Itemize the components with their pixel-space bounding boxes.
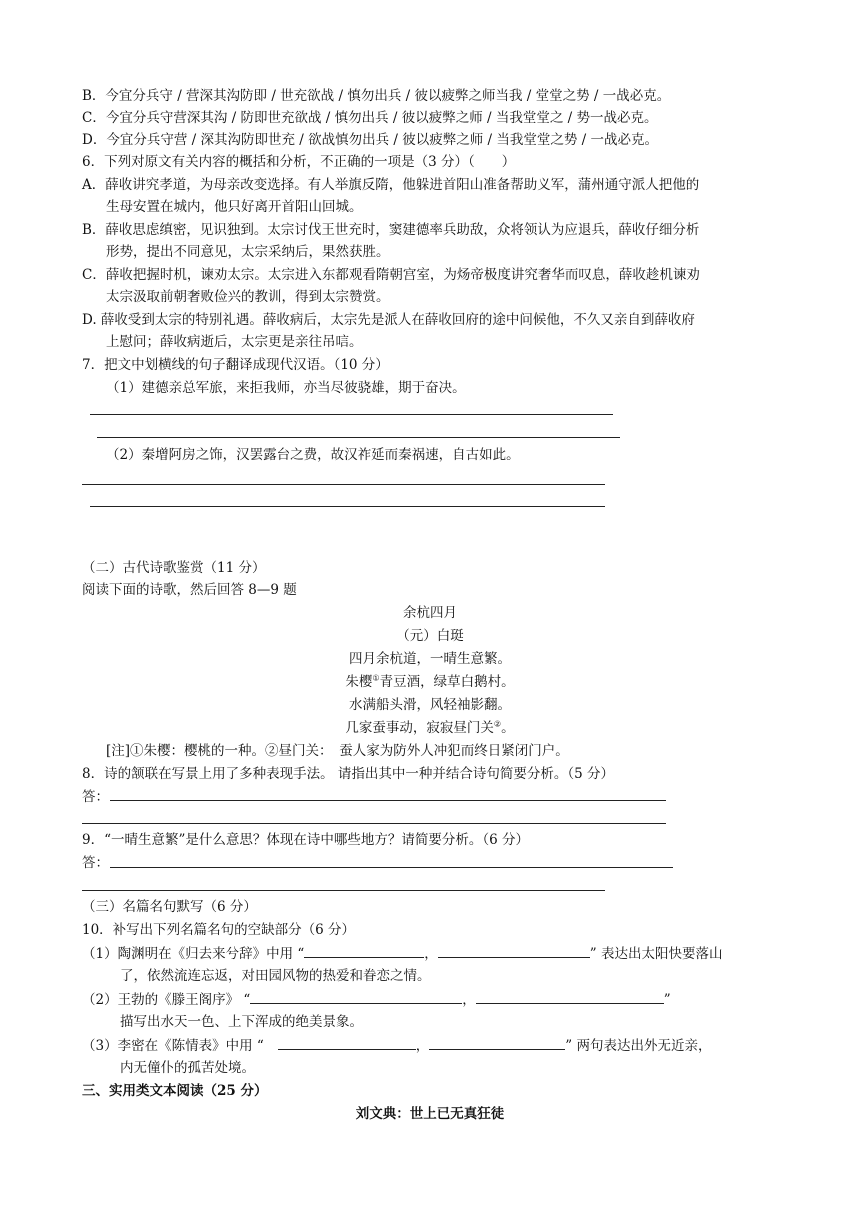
question-7-stem: 7．把文中划横线的句子翻译成现代汉语。（10 分） (82, 357, 389, 373)
q6-option-d-cont: 上慰问；薛收病逝后，太宗更是亲往吊唁。 (106, 334, 363, 350)
fill-blank[interactable] (438, 943, 590, 958)
poem-line-1: 四月余杭道，一晴生意繁。 (349, 651, 511, 667)
section-heading-dictation: （三）名篇名句默写（6 分） (82, 899, 257, 915)
answer-line (110, 800, 666, 801)
option-d: D．今宜分兵守营 / 深其沟防即世充 / 欲战慎勿出兵 / 彼以疲弊之师 / 当我堂堂之势 / 一战必克。 (82, 132, 658, 148)
answer-label: 答： (82, 855, 109, 871)
section-heading-poetry: （二）古代诗歌鉴赏（11 分） (82, 560, 266, 576)
q6-option-c: C．薛收把握时机，谏劝太宗。太宗进入东都观看隋朝宫室，为炀帝极度讲究奢华而叹息，薛收趁机谏劝 (82, 267, 700, 283)
answer-label: 答： (82, 789, 109, 805)
answer-line (90, 506, 605, 507)
question-10-stem: 10．补写出下列名篇名句的空缺部分（6 分） (82, 922, 356, 938)
question-8-stem: 8．诗的颔联在写景上用了多种表现手法。 请指出其中一种并结合诗句简要分析。（5 分） (82, 766, 615, 782)
fill-blank[interactable] (429, 1035, 565, 1050)
question-9-stem: 9．“一晴生意繁”是什么意思？体现在诗中哪些地方？请简要分析。（6 分） (82, 832, 530, 848)
article-title: 刘文典：世上已无真狂徒 (355, 1106, 505, 1122)
footnote-marker: ① (372, 673, 380, 683)
q6-option-b: B．薛收思虑缜密，见识独到。太宗讨伐王世充时，窦建德率兵助敌，众将领认为应退兵，薛收仔细分析 (82, 222, 700, 238)
q7-sentence-2: （2）秦增阿房之饰，汉罢露台之费，故汉祚延而秦祸速，自古如此。 (106, 447, 520, 463)
fill-blank[interactable] (250, 989, 462, 1004)
answer-line (90, 414, 613, 415)
dictation-item-3: （3）李密在《陈情表》中用 “ ， ” 两句表达出外无近亲， (82, 1035, 712, 1056)
dictation-item-2: （2）王勃的《滕王阁序》 “ ， ” (82, 989, 671, 1010)
dictation-item-1: （1）陶渊明在《归去来兮辞》中用 “ ， ” 表达出太阳快要落山 (82, 943, 723, 964)
dictation-item-3-cont: 内无僮仆的孤苦处境。 (120, 1060, 255, 1076)
poem-note: [注]①朱樱：樱桃的一种。②昼门关： 蚕人家为防外人冲犯而终日紧闭门户。 (106, 743, 569, 759)
option-c: C．今宜分兵守营深其沟 / 防即世充欲战 / 慎勿出兵 / 彼以疲弊之师 / 当我堂堂之 / 势一战必克。 (82, 110, 658, 126)
fill-blank[interactable] (304, 943, 424, 958)
answer-line (97, 437, 620, 438)
poem-line-3: 水满船头滑，风轻袖影翻。 (349, 697, 511, 713)
footnote-marker: ② (493, 719, 502, 729)
q6-option-d: D. 薛收受到太宗的特别礼遇。薛收病后，太宗先是派人在薛收回府的途中问候他，不久又亲自到薛收府 (82, 312, 695, 328)
answer-line (82, 823, 666, 824)
poem-line-2: 朱樱①青豆酒，绿草白鹅村。 (345, 673, 515, 690)
answer-line (82, 890, 605, 891)
answer-line (82, 484, 605, 485)
q6-option-a: A．薛收讲究孝道，为母亲改变选择。有人举旗反隋，他躲进首阳山准备帮助义军，蒲州通守派人把他的 (82, 177, 700, 193)
poem-author: （元）白珽 (396, 628, 464, 644)
poem-line-4: 几家蚕事动，寂寂昼门关②。 (345, 719, 515, 736)
answer-line (110, 867, 673, 868)
fill-blank[interactable] (278, 1035, 416, 1050)
question-6-stem: 6．下列对原文有关内容的概括和分析，不正确的一项是（3 分）（ ） (82, 154, 516, 170)
q6-option-a-cont: 生母安置在城内，他只好离开首阳山回城。 (106, 199, 363, 215)
poetry-instruction: 阅读下面的诗歌，然后回答 8—9 题 (82, 582, 297, 598)
q7-sentence-1: （1）建德亲总军旅，来拒我师，亦当尽彼骁雄，期于奋决。 (106, 380, 466, 396)
fill-blank[interactable] (476, 989, 664, 1004)
dictation-item-1-cont: 了，依然流连忘返，对田园风物的热爱和眷恋之情。 (120, 968, 431, 984)
q6-option-b-cont: 形势，提出不同意见，太宗采纳后，果然获胜。 (106, 244, 390, 260)
poem-title: 余杭四月 (403, 605, 457, 621)
dictation-item-2-cont: 描写出水天一色、上下浑成的绝美景象。 (120, 1014, 363, 1030)
option-b: B．今宜分兵守 / 营深其沟防即 / 世充欲战 / 慎勿出兵 / 彼以疲弊之师当我 / 堂堂之势 / 一战必克。 (82, 88, 671, 104)
q6-option-c-cont: 太宗汲取前朝奢败俭兴的教训，得到太宗赞赏。 (106, 289, 390, 305)
section-heading-part-3: 三、实用类文本阅读（25 分） (82, 1083, 268, 1099)
